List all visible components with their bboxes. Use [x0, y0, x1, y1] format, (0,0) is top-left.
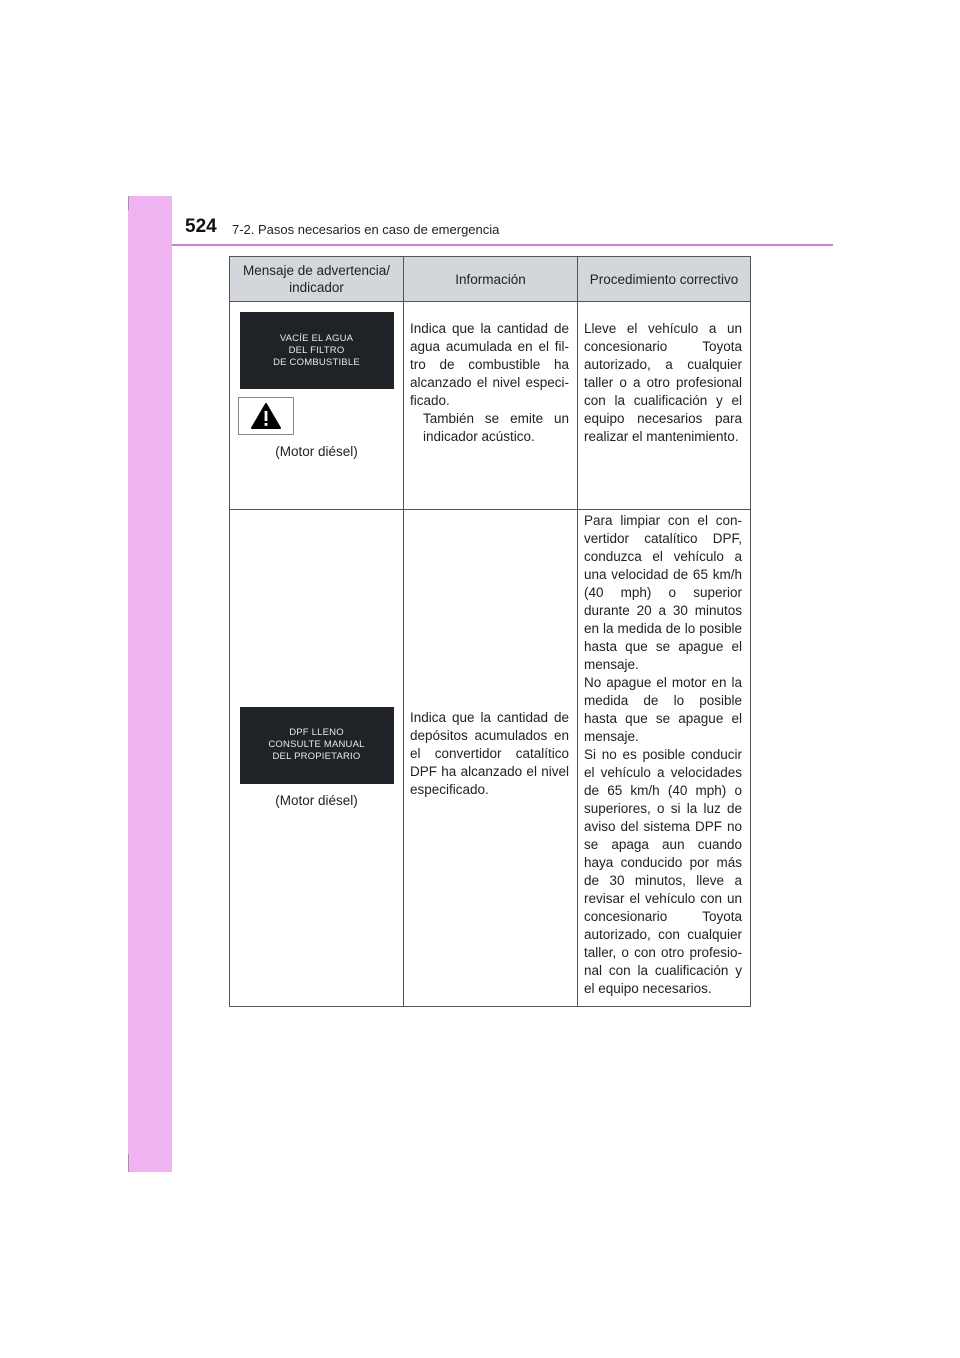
table-header-row [230, 257, 751, 302]
column-header-indicator: Mensaje de advertencia/ indicador [230, 257, 404, 302]
procedure-cell [578, 302, 751, 510]
screen-line: DPF LLENO [289, 727, 344, 738]
screen-line: DEL PROPIETARIO [272, 751, 361, 762]
warning-triangle-icon [238, 397, 294, 435]
engine-note: (Motor diésel) [275, 792, 358, 808]
info-cell [404, 302, 578, 510]
section-title: 7-2. Pasos necesarios en caso de emergencia [232, 222, 500, 237]
info-text: Indica que la cantidad de agua acumulada en el fil-tro de combustible ha alcanzado el nivel especi-ficado. [410, 321, 569, 408]
procedure-text: No apague el motor en la medida de lo posible hasta que se apague el mensaje. [584, 675, 742, 744]
page-number: 524 [185, 216, 217, 237]
column-header-info: Información [404, 257, 578, 302]
header-rule [172, 244, 833, 246]
display-message-dpf-full [240, 707, 394, 784]
indicator-cell [230, 302, 404, 510]
crop-mark-top [128, 196, 129, 210]
screen-line: VACÍE EL AGUA [279, 332, 354, 344]
screen-line: DEL FILTRO [288, 344, 345, 356]
info-text: Indica que la cantidad de depósitos acumulados en el convertidor catalítico DPF ha alcanzado el nivel especificado. [410, 710, 569, 797]
procedure-cell [578, 510, 751, 1007]
crop-mark-bottom [128, 1154, 129, 1172]
procedure-text: Para limpiar con el con-vertidor catalítico DPF, conduzca el vehículo a una velocidad de 65 km/h (40 mph) o superior durante 20 a 30 minutos en la medida de lo posible hasta que se apague el mensaje. [584, 513, 742, 672]
screen-line: DE COMBUSTIBLE [273, 356, 360, 368]
info-cell [404, 510, 578, 1007]
display-message-fuel-filter [240, 312, 394, 389]
screen-line: CONSULTE MANUAL [268, 739, 365, 750]
indicator-cell [230, 510, 404, 1007]
procedure-text: Si no es posible conducir el vehículo a velocidades de 65 km/h (40 mph) o superiores, o si la luz de aviso del sistema DPF no se apaga aun cuando haya conducido por más de 30 minutos, lleve a revisar el vehículo con un concesionario Toyota autorizado, con cualquier taller, o con otro profesio-nal con la cualificación y el equipo necesarios. [584, 747, 742, 996]
warning-table [229, 256, 751, 1007]
table-row [230, 302, 751, 510]
procedure-text: Lleve el vehículo a un concesionario Toyota autorizado, a cualquier taller o a otro profesional con la cualificación y el equipo necesarios para realizar el mantenimiento. [584, 321, 742, 444]
engine-note: (Motor diésel) [275, 444, 358, 459]
side-color-band [128, 196, 172, 1172]
table-row [230, 510, 751, 1007]
column-header-procedure: Procedimiento correctivo [578, 257, 751, 302]
info-extra-text: También se emite un indicador acústico. [423, 411, 569, 444]
